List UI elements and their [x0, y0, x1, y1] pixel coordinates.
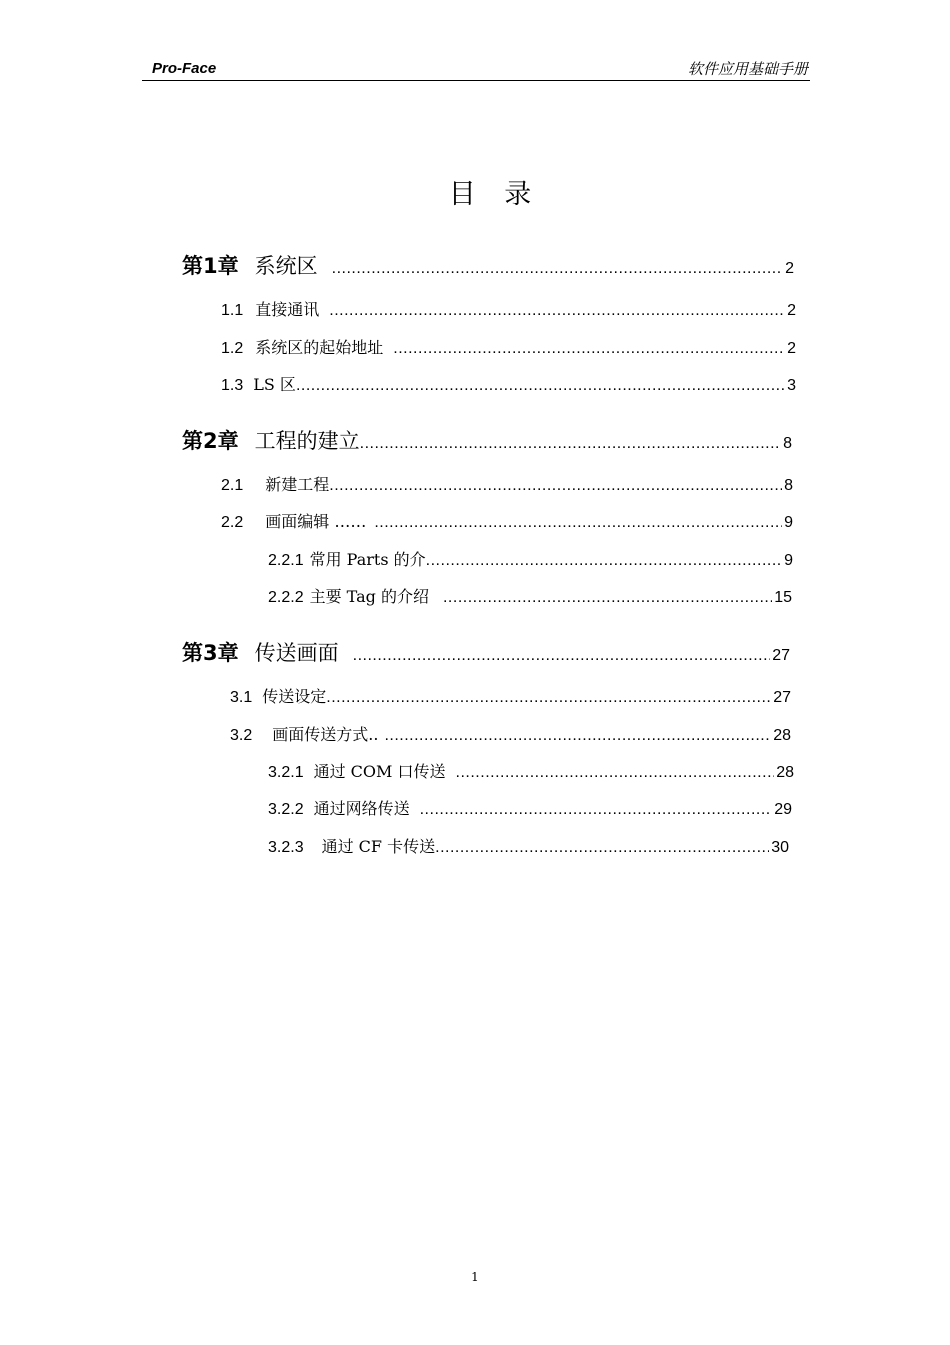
page-number: 2	[785, 260, 794, 277]
page-number: 27	[773, 689, 791, 706]
dot-leader	[360, 435, 781, 453]
section-title: 画面编辑 ……	[265, 512, 367, 531]
section-number: 3.1	[230, 689, 253, 706]
toc-section-1-1[interactable]	[221, 297, 796, 320]
section-title: 系统区的起始地址	[255, 338, 384, 357]
toc-section-3-1[interactable]	[230, 684, 791, 707]
brand-name: Pro-Face	[152, 60, 217, 77]
section-title: 直接通讯	[255, 300, 320, 319]
toc-section-3-2[interactable]	[230, 722, 791, 745]
chapter-number: 第1章	[182, 254, 239, 278]
toc-section-3-2-2[interactable]	[268, 796, 792, 819]
section-number: 1.3	[221, 377, 244, 394]
toc-chapter-2[interactable]	[182, 425, 792, 455]
page-header	[142, 58, 810, 81]
section-title: 画面传送方式..	[272, 725, 379, 744]
chapter-number: 第3章	[182, 641, 239, 665]
page-number: 27	[772, 647, 790, 664]
toc-title: 目 录	[448, 179, 542, 210]
toc-section-1-2[interactable]	[221, 335, 796, 358]
section-number: 1.2	[221, 340, 244, 357]
page-number: 29	[774, 801, 792, 818]
section-number: 1.1	[221, 302, 244, 319]
toc-section-2-1[interactable]	[221, 472, 793, 495]
page-number: 3	[787, 377, 796, 394]
toc-section-1-3[interactable]	[221, 372, 796, 395]
page-number: 15	[774, 589, 792, 606]
section-title: 新建工程	[265, 475, 330, 494]
toc-section-3-2-1[interactable]	[268, 759, 794, 782]
dot-leader	[332, 260, 783, 278]
toc-section-2-2-2[interactable]	[268, 584, 792, 607]
section-title: LS 区	[253, 375, 296, 394]
dot-leader	[374, 514, 782, 532]
toc-section-2-2[interactable]	[221, 509, 793, 532]
section-number: 2.2	[221, 514, 244, 531]
dot-leader	[443, 589, 772, 607]
page-number: 2	[787, 302, 796, 319]
dot-leader	[393, 340, 785, 358]
page-number: 8	[784, 477, 793, 494]
section-title: 主要 Tag 的介绍	[309, 587, 429, 606]
dot-leader	[329, 302, 785, 320]
page-number: 8	[783, 435, 792, 452]
manual-title: 软件应用基础手册	[687, 60, 808, 78]
section-title: 传送设定	[262, 687, 327, 706]
dot-leader	[326, 689, 771, 707]
dot-leader	[420, 801, 773, 819]
footer-page-number: 1	[471, 1270, 479, 1284]
dot-leader	[384, 727, 771, 745]
section-title: 通过 COM 口传送	[313, 762, 446, 781]
page-number: 28	[776, 764, 794, 781]
section-number: 2.2.1	[268, 552, 304, 569]
section-title: 通过网络传送	[313, 799, 410, 818]
toc-section-2-2-1[interactable]	[268, 547, 793, 570]
chapter-title: 传送画面	[254, 641, 339, 665]
section-title: 通过 CF 卡传送	[321, 837, 436, 856]
dot-leader	[456, 764, 775, 782]
section-number: 2.2.2	[268, 589, 304, 606]
chapter-number: 第2章	[182, 429, 239, 453]
page-number: 9	[784, 552, 793, 569]
dot-leader	[329, 477, 782, 495]
section-title: 常用 Parts 的介	[309, 550, 426, 569]
section-number: 2.1	[221, 477, 244, 494]
dot-leader	[296, 377, 785, 395]
page-number: 2	[787, 340, 796, 357]
toc-chapter-3[interactable]	[182, 637, 790, 667]
chapter-title: 系统区	[254, 254, 318, 278]
toc-section-3-2-3[interactable]	[268, 834, 789, 857]
page-number: 28	[773, 727, 791, 744]
dot-leader	[353, 647, 771, 665]
section-number: 3.2	[230, 727, 253, 744]
section-number: 3.2.3	[268, 839, 304, 856]
section-number: 3.2.2	[268, 801, 304, 818]
dot-leader	[426, 552, 782, 570]
dot-leader	[435, 839, 769, 857]
section-number: 3.2.1	[268, 764, 304, 781]
page-number: 9	[784, 514, 793, 531]
chapter-title: 工程的建立	[254, 429, 360, 453]
page-number: 30	[771, 839, 789, 856]
toc-chapter-1[interactable]	[182, 250, 794, 280]
